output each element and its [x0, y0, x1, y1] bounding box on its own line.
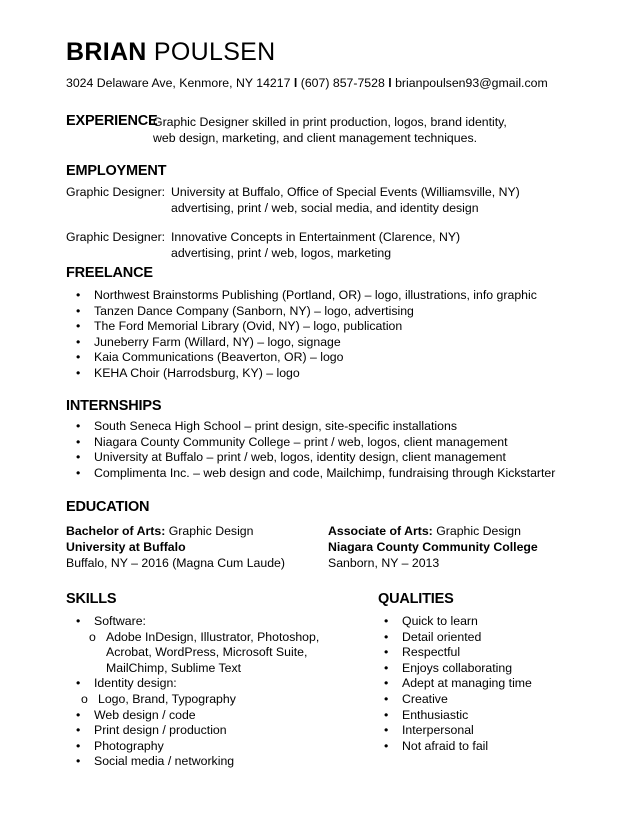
job-title: Graphic Designer:: [66, 230, 166, 244]
list-item: • Interpersonal: [374, 723, 532, 739]
contact-line: [66, 76, 548, 90]
qualities-heading: QUALITIES: [378, 591, 454, 607]
list-item: • Enthusiastic: [374, 708, 532, 724]
job-org: University at Buffalo, Office of Special Events (Williamsville, NY): [171, 185, 520, 199]
experience-heading: EXPERIENCE: [66, 113, 158, 129]
degree-block: [66, 523, 285, 571]
list-item: • South Seneca High School – print design, site-specific installations: [66, 419, 555, 435]
education-heading: EDUCATION: [66, 499, 150, 515]
degree-field: Graphic Design: [165, 524, 254, 538]
degree-label: Bachelor of Arts:: [66, 524, 166, 538]
list-item: • The Ford Memorial Library (Ovid, NY) – logo, publication: [66, 319, 537, 335]
list-item: • Creative: [374, 692, 532, 708]
job-detail: advertising, print / web, logos, marketing: [171, 246, 392, 260]
sub-list-item: o Adobe InDesign, Illustrator, Photoshop,: [66, 630, 319, 646]
list-item: • Print design / production: [66, 723, 319, 739]
phone: (607) 857-7528: [300, 76, 385, 90]
school-location: Buffalo, NY – 2016 (Magna Cum Laude): [66, 556, 285, 570]
address: 3024 Delaware Ave, Kenmore, NY 14217: [66, 76, 291, 90]
employment-heading: EMPLOYMENT: [66, 163, 167, 179]
separator: l: [388, 76, 392, 90]
sub-list-item: o Logo, Brand, Typography: [58, 692, 319, 708]
school-name: Niagara County Community College: [328, 540, 538, 554]
experience-line-1: Graphic Designer skilled in print production, logos, brand identity,: [153, 115, 507, 129]
list-item: • Photography: [66, 739, 319, 755]
list-item: • Enjoys collaborating: [374, 661, 532, 677]
freelance-heading: FREELANCE: [66, 265, 153, 281]
list-item: • Quick to learn: [374, 614, 532, 630]
list-item: • Juneberry Farm (Willard, NY) – logo, signage: [66, 335, 537, 351]
job-title: Graphic Designer:: [66, 185, 166, 199]
freelance-list: [66, 288, 537, 382]
list-item: • Adept at managing time: [374, 676, 532, 692]
separator: l: [293, 76, 298, 90]
sub-list-item-continuation: MailChimp, Sublime Text: [106, 660, 242, 675]
list-item: • Tanzen Dance Company (Sanborn, NY) – logo, advertising: [66, 304, 537, 320]
skills-list: [66, 614, 319, 770]
list-item: • Kaia Communications (Beaverton, OR) – logo: [66, 350, 537, 366]
list-item: • University at Buffalo – print / web, logos, identity design, client management: [66, 450, 555, 466]
list-item: • Detail oriented: [374, 630, 532, 646]
internships-heading: INTERNSHIPS: [66, 398, 162, 414]
degree-line: [66, 523, 285, 539]
degree-block: [328, 523, 538, 571]
experience-line-2: web design, marketing, and client management techniques.: [153, 131, 478, 145]
email: brianpoulsen93@gmail.com: [395, 76, 548, 90]
list-item: • Web design / code: [66, 708, 319, 724]
qualities-list: [374, 614, 532, 754]
degree-label: Associate of Arts:: [328, 524, 433, 538]
job-detail: advertising, print / web, social media, and identity design: [171, 201, 479, 215]
job-org: Innovative Concepts in Entertainment (Clarence, NY): [171, 230, 461, 244]
school-location: Sanborn, NY – 2013: [328, 556, 440, 570]
list-item: • Social media / networking: [66, 754, 319, 770]
skills-heading: SKILLS: [66, 591, 117, 607]
list-item: • Identity design:: [66, 676, 319, 692]
school-name: University at Buffalo: [66, 540, 186, 554]
list-item: • Software:: [66, 614, 319, 630]
list-item: • Northwest Brainstorms Publishing (Portland, OR) – logo, illustrations, info graphic: [66, 288, 537, 304]
internships-list: [66, 419, 555, 481]
list-item: • Not afraid to fail: [374, 739, 532, 755]
list-item: • Complimenta Inc. – web design and code, Mailchimp, fundraising through Kickstarter: [66, 466, 555, 482]
degree-field: Graphic Design: [432, 524, 521, 538]
list-item: • KEHA Choir (Harrodsburg, KY) – logo: [66, 366, 537, 382]
sub-list-item-continuation: Acrobat, WordPress, Microsoft Suite,: [106, 645, 308, 660]
first-name: BRIAN: [66, 38, 147, 66]
list-item: • Respectful: [374, 645, 532, 661]
degree-line: [328, 523, 538, 539]
list-item: • Niagara County Community College – print / web, logos, client management: [66, 435, 555, 451]
last-name: POULSEN: [153, 38, 276, 66]
candidate-name: [66, 38, 276, 67]
